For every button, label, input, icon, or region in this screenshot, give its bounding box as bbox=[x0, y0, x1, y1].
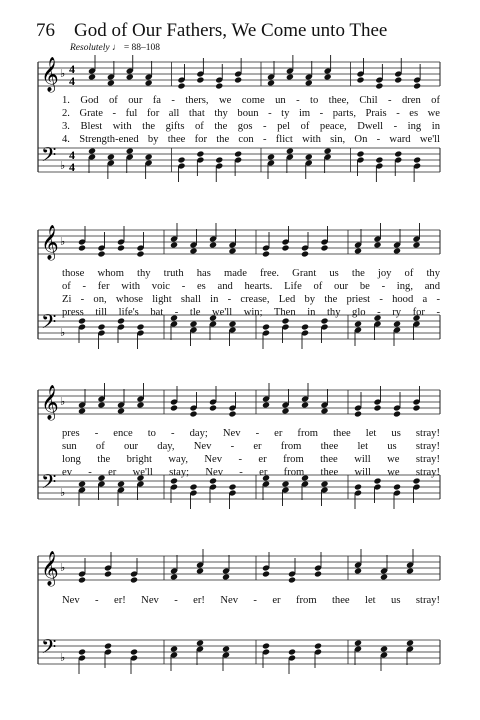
notehead bbox=[104, 570, 112, 577]
notehead bbox=[354, 247, 362, 254]
notehead bbox=[126, 147, 134, 154]
notehead bbox=[215, 82, 223, 89]
notehead bbox=[177, 82, 185, 89]
tempo-metronome: ♩ = 88–108 bbox=[111, 43, 161, 53]
notehead bbox=[228, 483, 236, 490]
notehead bbox=[393, 247, 401, 254]
notehead bbox=[394, 76, 402, 83]
notehead bbox=[354, 483, 362, 490]
notehead bbox=[136, 401, 144, 408]
notehead bbox=[234, 76, 242, 83]
tempo-word: Resolutely bbox=[70, 43, 110, 53]
hymn-number: 76 bbox=[36, 20, 55, 41]
flat-icon: ♭ bbox=[60, 160, 66, 172]
notehead bbox=[126, 73, 134, 80]
notehead bbox=[281, 480, 289, 487]
notehead bbox=[136, 323, 144, 330]
notehead bbox=[78, 480, 86, 487]
notehead bbox=[97, 401, 105, 408]
notehead bbox=[196, 639, 204, 646]
lyric-line: press till life's bat - tle we'll win; Then in thy glo - ry for - bbox=[62, 307, 440, 318]
notehead bbox=[196, 76, 204, 83]
lyric-line: those whom thy truth has made free. Grant us the joy of thy bbox=[62, 268, 440, 279]
notehead bbox=[301, 323, 309, 330]
notehead bbox=[320, 407, 328, 414]
notehead bbox=[170, 404, 178, 411]
bass-clef-icon: 𝄢 bbox=[41, 143, 57, 171]
notehead bbox=[267, 153, 275, 160]
lyric-line: ev - er we'll stay; Nev - er from thee will we stray! bbox=[62, 467, 440, 478]
notehead bbox=[234, 150, 242, 157]
notehead bbox=[189, 410, 197, 417]
notehead bbox=[380, 645, 388, 652]
notehead bbox=[373, 404, 381, 411]
notehead bbox=[288, 576, 296, 583]
treble-clef-icon: 𝄞 bbox=[41, 225, 59, 260]
notehead bbox=[88, 73, 96, 80]
lyrics-system-4 bbox=[62, 594, 440, 607]
notehead bbox=[406, 639, 414, 646]
notehead bbox=[228, 247, 236, 254]
treble-clef-icon: 𝄞 bbox=[41, 385, 59, 420]
notehead bbox=[354, 567, 362, 574]
notehead bbox=[393, 483, 401, 490]
lyric-line: 1. God of our fa - thers, we come un - to thee, Chil - dren of bbox=[62, 95, 440, 106]
notehead bbox=[324, 73, 332, 80]
hymn-title: God of Our Fathers, We Come unto Thee bbox=[74, 20, 388, 41]
lyric-line: Nev - er! Nev - er! Nev - er from thee let us stray! bbox=[62, 595, 440, 606]
notehead bbox=[78, 407, 86, 414]
flat-icon: ♭ bbox=[60, 236, 66, 248]
notehead bbox=[170, 573, 178, 580]
notehead bbox=[145, 79, 153, 86]
notehead bbox=[320, 244, 328, 251]
lyric-line: Zi - on, whose light shall in - crease, Led by the priest - hood a - bbox=[62, 294, 440, 305]
notehead bbox=[97, 250, 105, 257]
notehead bbox=[209, 241, 217, 248]
notehead bbox=[170, 645, 178, 652]
notehead bbox=[314, 642, 322, 649]
notehead bbox=[117, 244, 125, 251]
notehead bbox=[324, 147, 332, 154]
notehead bbox=[412, 241, 420, 248]
notehead bbox=[117, 407, 125, 414]
flat-icon: ♭ bbox=[60, 327, 66, 339]
notehead bbox=[314, 570, 322, 577]
notehead bbox=[320, 480, 328, 487]
lyrics-system-2 bbox=[62, 267, 440, 319]
notehead bbox=[189, 320, 197, 327]
notehead bbox=[228, 320, 236, 327]
lyric-line: sun of our day, Nev - er from thee let us stray! bbox=[62, 441, 440, 452]
flat-icon: ♭ bbox=[60, 396, 66, 408]
lyric-line: 3. Blest with the gifts of the gos - pel of peace, Dwell - ing in bbox=[62, 121, 440, 132]
notehead bbox=[301, 401, 309, 408]
notehead bbox=[78, 576, 86, 583]
bass-clef-icon: 𝄢 bbox=[41, 635, 57, 663]
notehead bbox=[286, 73, 294, 80]
time-signature: 4 bbox=[69, 74, 75, 88]
notehead bbox=[262, 642, 270, 649]
lyric-line: pres - ence to - day; Nev - er from thee let us stray! bbox=[62, 428, 440, 439]
lyric-line: of - fer with voic - es and hearts. Life of our be - ing, and bbox=[62, 281, 440, 292]
lyrics-system-1 bbox=[62, 94, 440, 146]
notehead bbox=[286, 147, 294, 154]
notehead bbox=[380, 573, 388, 580]
notehead bbox=[209, 404, 217, 411]
lyrics-system-3 bbox=[62, 427, 440, 479]
notehead bbox=[262, 250, 270, 257]
notehead bbox=[104, 642, 112, 649]
notehead bbox=[196, 150, 204, 157]
time-signature: 4 bbox=[69, 62, 75, 76]
notehead bbox=[394, 150, 402, 157]
lyric-line: 4. Strength-ened by thee for the con - flict with sin, On - ward we'll bbox=[62, 134, 440, 145]
staff-lines bbox=[38, 57, 440, 664]
notehead bbox=[189, 483, 197, 490]
bass-clef-icon: 𝄢 bbox=[41, 470, 57, 498]
notehead bbox=[305, 153, 313, 160]
notehead bbox=[356, 76, 364, 83]
notehead bbox=[78, 244, 86, 251]
notehead bbox=[215, 156, 223, 163]
notehead bbox=[262, 401, 270, 408]
notehead bbox=[305, 79, 313, 86]
notehead bbox=[170, 241, 178, 248]
notehead bbox=[413, 156, 421, 163]
notehead bbox=[107, 79, 115, 86]
notehead bbox=[281, 407, 289, 414]
time-signature: 4 bbox=[69, 160, 75, 174]
flat-icon: ♭ bbox=[60, 562, 66, 574]
notehead bbox=[375, 156, 383, 163]
notehead bbox=[262, 570, 270, 577]
notehead bbox=[177, 156, 185, 163]
notehead bbox=[228, 410, 236, 417]
notehead bbox=[281, 244, 289, 251]
notehead bbox=[288, 648, 296, 655]
lyric-line: 2. Grate - ful for all that thy boun - ty im - parts, Prais - es we bbox=[62, 108, 440, 119]
notehead bbox=[97, 323, 105, 330]
notehead bbox=[354, 320, 362, 327]
notehead bbox=[222, 573, 230, 580]
notehead bbox=[78, 648, 86, 655]
notehead bbox=[267, 79, 275, 86]
notehead bbox=[130, 648, 138, 655]
lyric-line: long the bright way, Nev - er from thee will we stray! bbox=[62, 454, 440, 465]
notehead bbox=[145, 153, 153, 160]
notehead bbox=[222, 645, 230, 652]
notehead bbox=[117, 480, 125, 487]
notehead bbox=[354, 410, 362, 417]
notehead bbox=[107, 153, 115, 160]
treble-clef-icon: 𝄞 bbox=[41, 551, 59, 586]
notehead bbox=[262, 323, 270, 330]
notehead bbox=[130, 576, 138, 583]
notehead bbox=[406, 567, 414, 574]
treble-clef-icon: 𝄞 bbox=[41, 57, 59, 92]
notehead bbox=[301, 250, 309, 257]
notehead bbox=[375, 82, 383, 89]
time-signature: 4 bbox=[69, 148, 75, 162]
notehead bbox=[189, 247, 197, 254]
bass-clef-icon: 𝄢 bbox=[41, 310, 57, 338]
notehead bbox=[393, 410, 401, 417]
notehead bbox=[412, 404, 420, 411]
notehead bbox=[136, 250, 144, 257]
flat-icon: ♭ bbox=[60, 68, 66, 80]
notehead bbox=[393, 320, 401, 327]
notehead bbox=[413, 82, 421, 89]
notehead bbox=[354, 639, 362, 646]
notehead bbox=[373, 241, 381, 248]
notehead bbox=[88, 147, 96, 154]
notehead bbox=[196, 567, 204, 574]
flat-icon: ♭ bbox=[60, 487, 66, 499]
notehead bbox=[356, 150, 364, 157]
flat-icon: ♭ bbox=[60, 652, 66, 664]
